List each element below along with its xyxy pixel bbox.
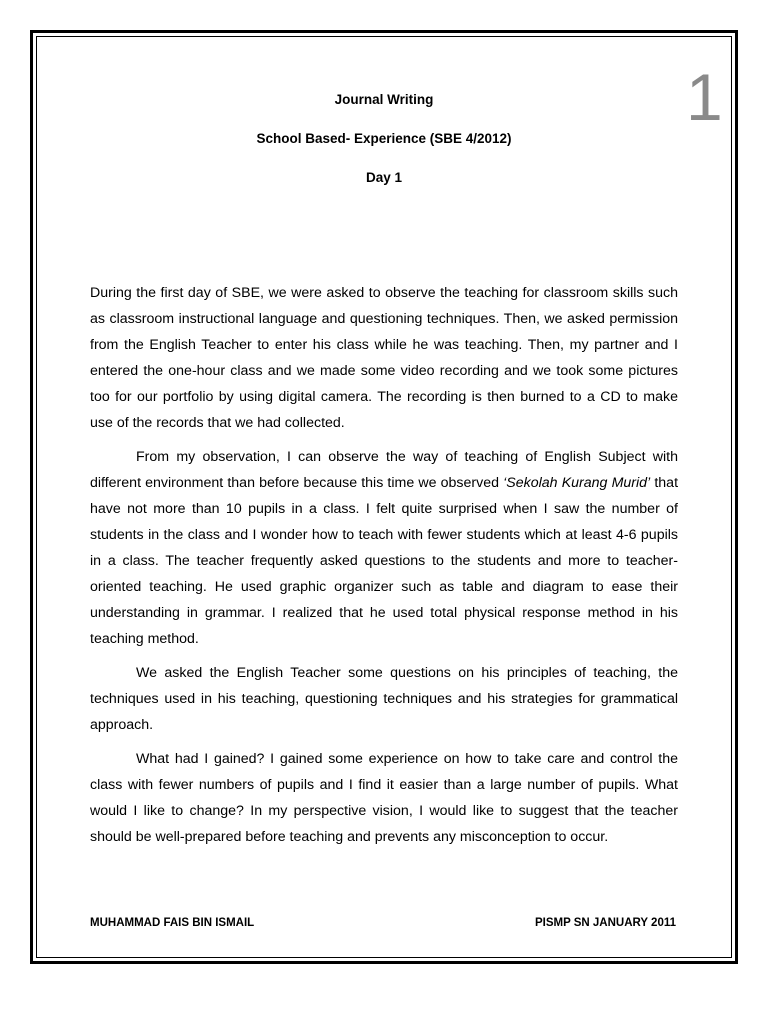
document-title: Journal Writing — [334, 92, 434, 107]
journal-body — [90, 280, 678, 858]
footer-program: PISMP SN JANUARY 2011 — [534, 917, 676, 929]
paragraph-1: During the first day of SBE, we were asked to observe the teaching for classroom skills such as classroom instructional language and questioning techniques. Then, we asked permission from the English Teacher to enter his class while he was teaching. Then, my partner and I entered the one-hour class and we made some video recording and we took some pictures too for our portfolio by using digital camera. The recording is then burned to a CD to make use of the records that we had collected. — [90, 285, 678, 431]
footer-author: MUHAMMAD FAIS BIN ISMAIL — [90, 917, 255, 929]
page-number: 1 — [686, 60, 723, 134]
day-heading: Day 1 — [365, 170, 403, 185]
paragraph-2-text-before: From my observation, I can observe the way of teaching of English Subject with different environment than before because this time we observed — [90, 449, 678, 491]
paragraph-2-italic-term: ‘Sekolah Kurang Murid’ — [503, 475, 651, 491]
document-subtitle: School Based- Experience (SBE 4/2012) — [256, 131, 512, 146]
paragraph-2-text-after: that have not more than 10 pupils in a class. I felt quite surprised when I saw the number of students in the class and I wonder how to teach with fewer students which at least 4-6 pupils in a class. The teacher frequently asked questions to the students and more to teacher-oriented teaching. He used graphic organizer such as table and diagram to ease their understanding in grammar. I realized that he used total physical response method in his teaching method. — [90, 475, 679, 647]
paragraph-4: What had I gained? I gained some experience on how to take care and control the class with fewer numbers of pupils and I find it easier than a large number of pupils. What would I like to change? In my perspective vision, I would like to suggest that the teacher should be well-prepared before teaching and prevents any misconception to occur. — [90, 751, 678, 845]
paragraph-2 — [90, 444, 678, 652]
paragraph-3: We asked the English Teacher some questions on his principles of teaching, the techniques used in his teaching, questioning techniques and his strategies for grammatical approach. — [90, 665, 678, 733]
